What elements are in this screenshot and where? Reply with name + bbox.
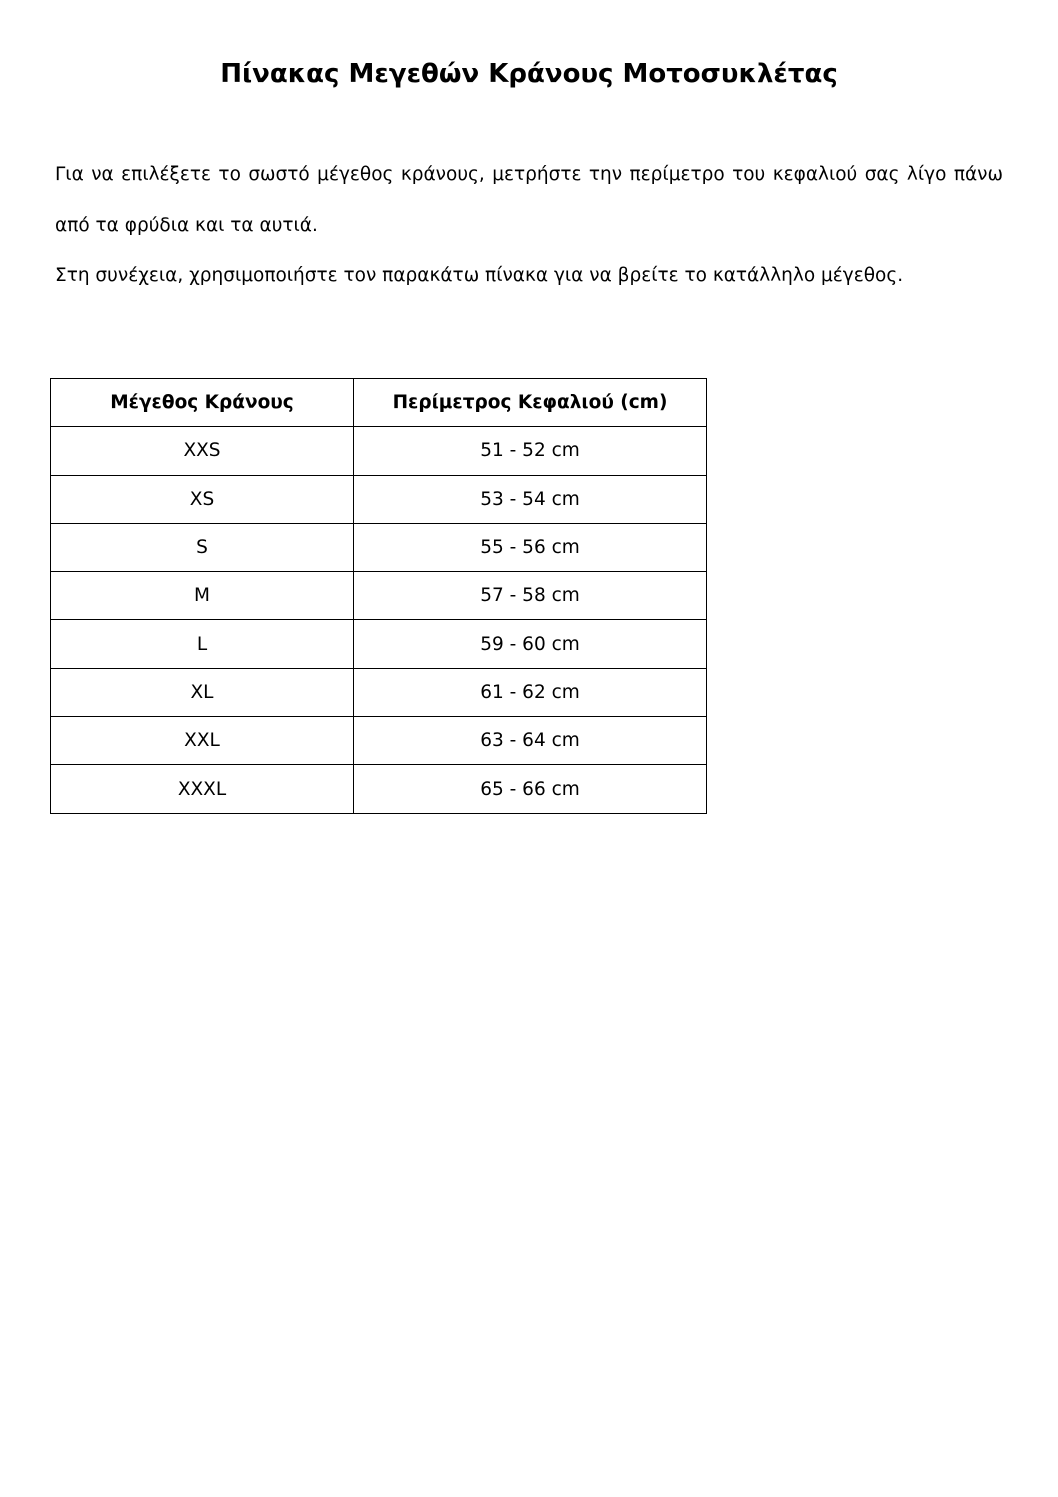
cell-size: M bbox=[51, 572, 354, 620]
table-row bbox=[51, 523, 707, 571]
intro-paragraph: Για να επιλέξετε το σωστό μέγεθος κράνους, μετρήστε την περίμετρο του κεφαλιού σας λίγο πάνω από τα φρύδια και τα αυτιά. bbox=[55, 164, 1003, 236]
table-row bbox=[51, 572, 707, 620]
cell-size: S bbox=[51, 523, 354, 571]
table-row bbox=[51, 427, 707, 475]
header-helmet-size: Μέγεθος Κράνους bbox=[51, 379, 354, 427]
table-header-row bbox=[51, 379, 707, 427]
cell-size: XXS bbox=[51, 427, 354, 475]
table-row bbox=[51, 668, 707, 716]
intro-paragraph: Στη συνέχεια, χρησιμοποιήστε τον παρακάτω πίνακα για να βρείτε το κατάλληλο μέγεθος. bbox=[55, 265, 904, 286]
cell-perimeter: 51 - 52 cm bbox=[354, 427, 707, 475]
cell-size: XXXL bbox=[51, 765, 354, 813]
cell-size: XS bbox=[51, 475, 354, 523]
cell-size: L bbox=[51, 620, 354, 668]
cell-perimeter: 63 - 64 cm bbox=[354, 717, 707, 765]
cell-size: XXL bbox=[51, 717, 354, 765]
cell-perimeter: 55 - 56 cm bbox=[354, 523, 707, 571]
size-chart-table bbox=[50, 378, 707, 814]
cell-perimeter: 59 - 60 cm bbox=[354, 620, 707, 668]
table-row bbox=[51, 475, 707, 523]
table-row bbox=[51, 717, 707, 765]
cell-perimeter: 53 - 54 cm bbox=[354, 475, 707, 523]
table-row bbox=[51, 765, 707, 813]
table-row bbox=[51, 620, 707, 668]
cell-perimeter: 57 - 58 cm bbox=[354, 572, 707, 620]
cell-perimeter: 61 - 62 cm bbox=[354, 668, 707, 716]
intro-text bbox=[55, 150, 1003, 302]
cell-size: XL bbox=[51, 668, 354, 716]
page-title: Πίνακας Μεγεθών Κράνους Μοτοσυκλέτας bbox=[220, 59, 838, 89]
cell-perimeter: 65 - 66 cm bbox=[354, 765, 707, 813]
header-head-perimeter: Περίμετρος Κεφαλιού (cm) bbox=[354, 379, 707, 427]
